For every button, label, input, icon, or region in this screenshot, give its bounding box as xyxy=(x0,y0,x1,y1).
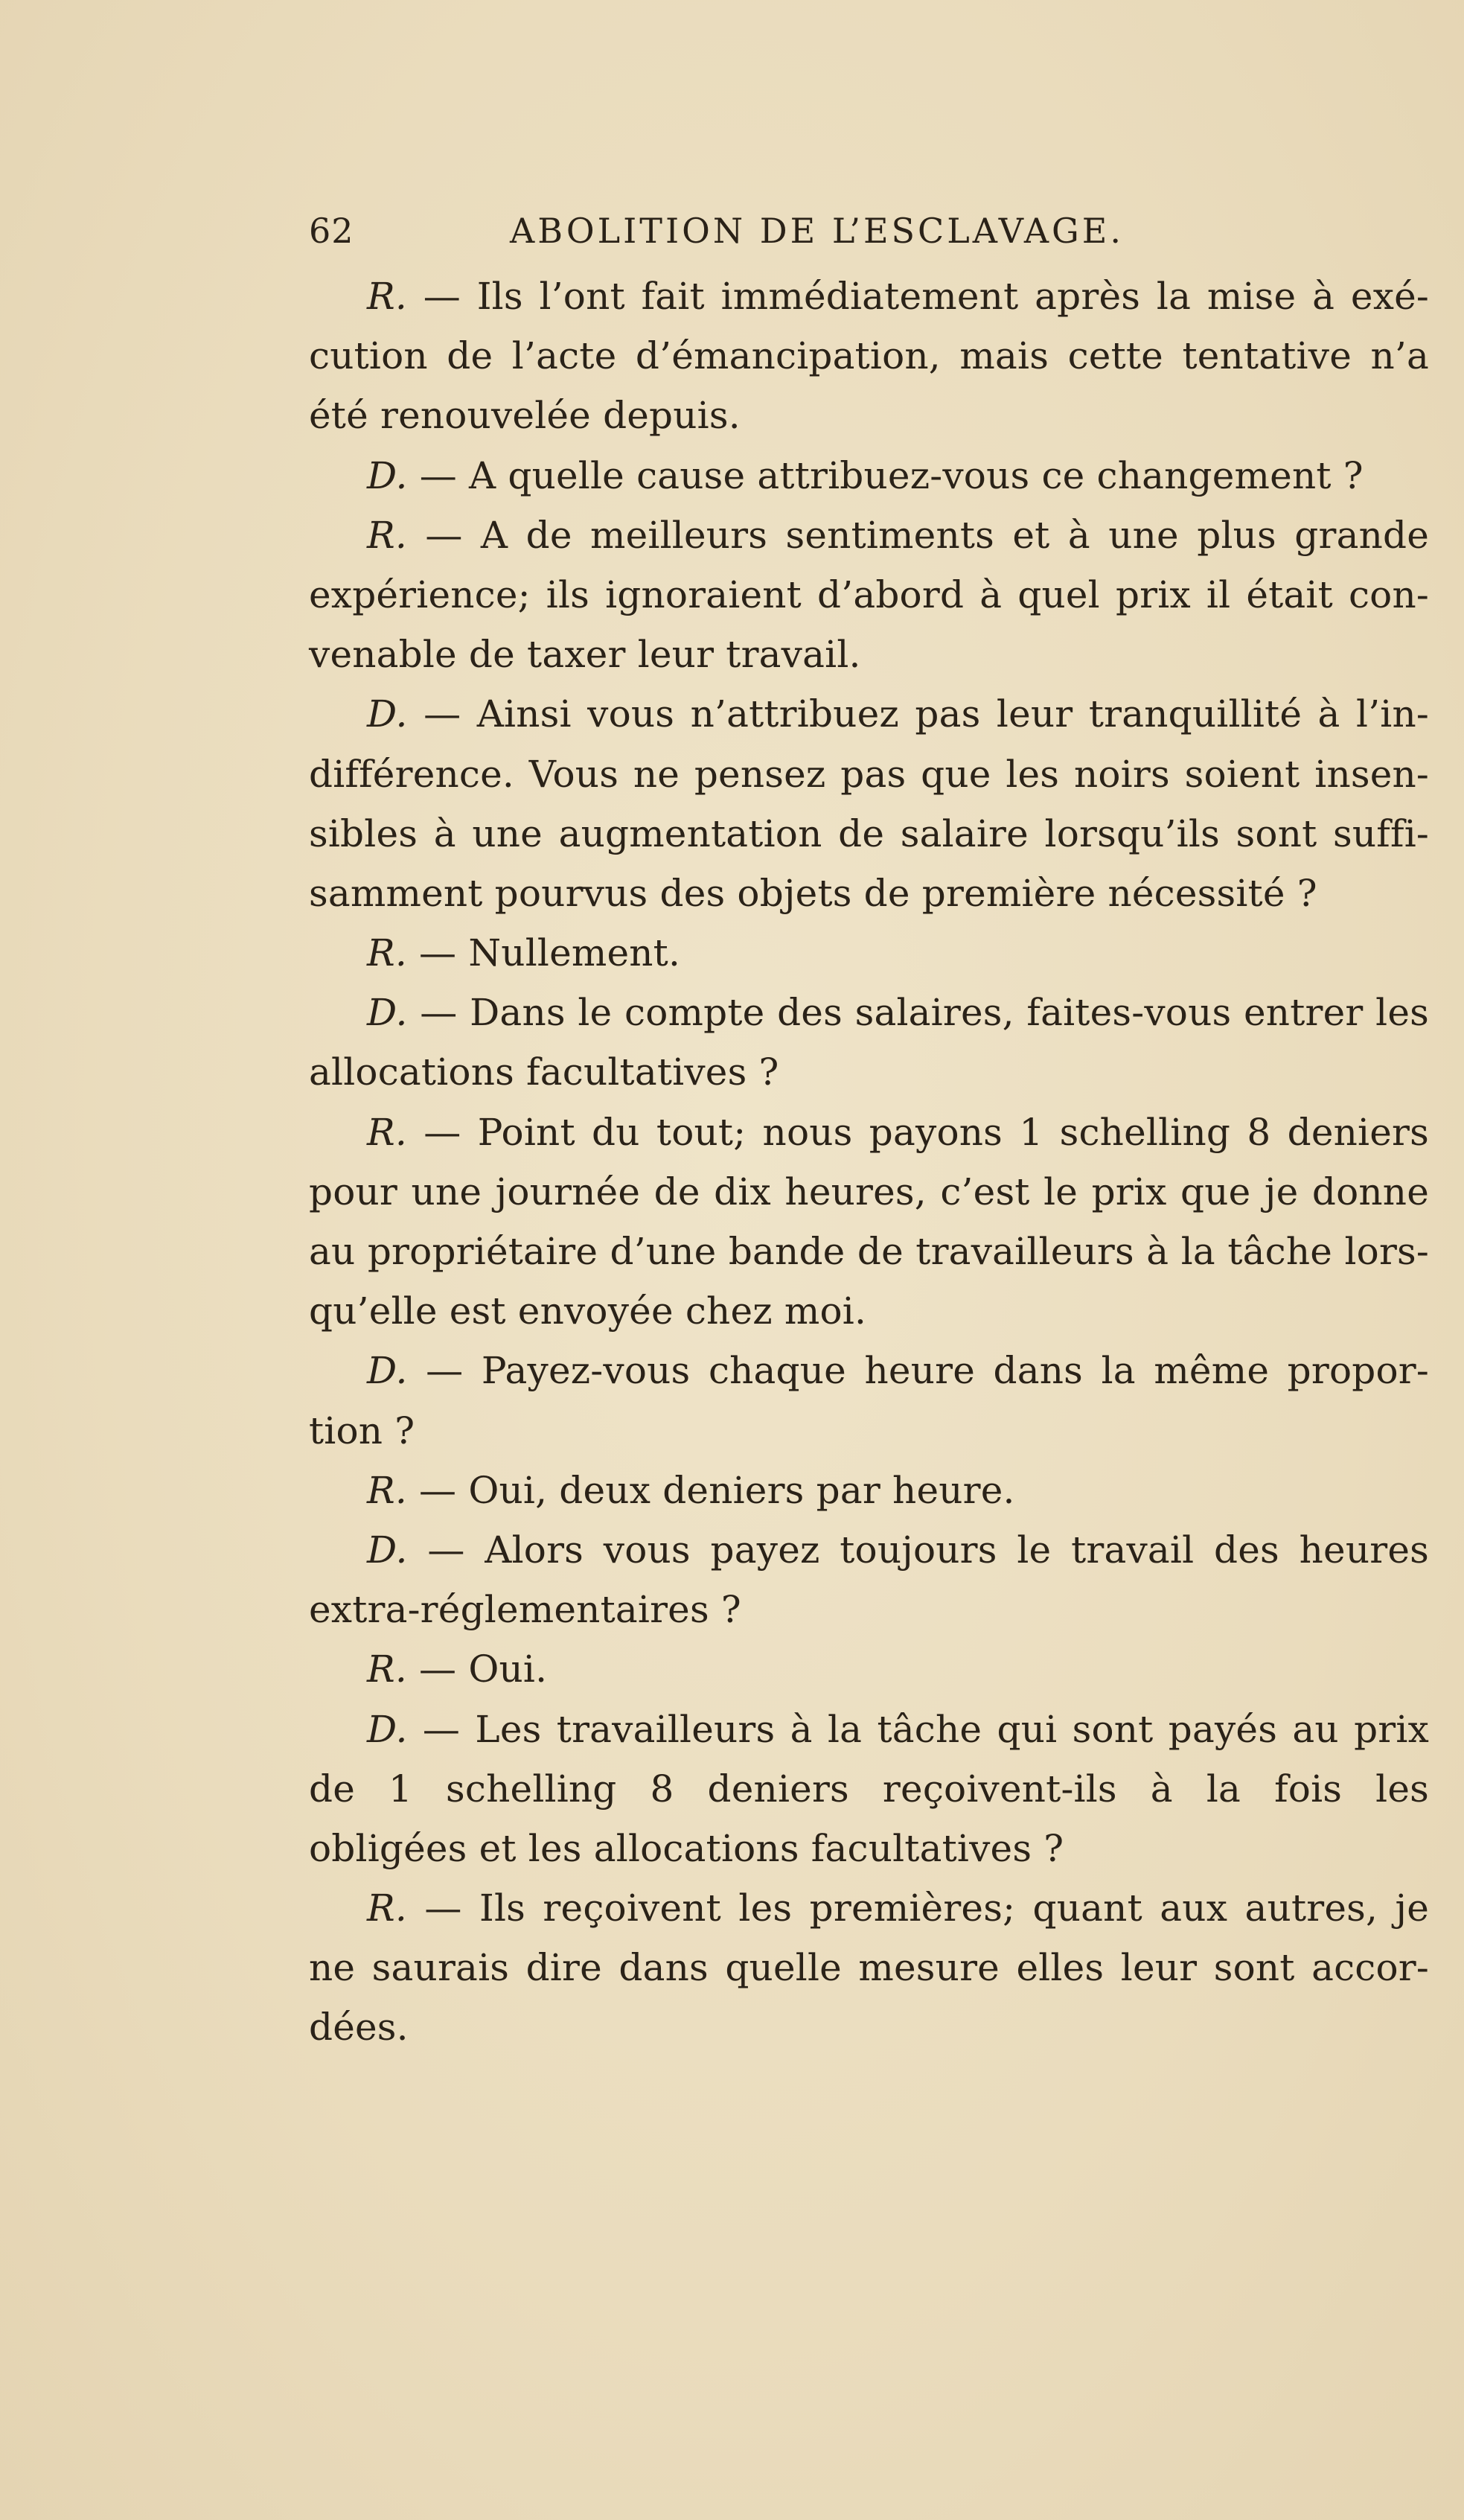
text-line xyxy=(309,983,1429,1042)
line-text: — A de meilleurs sentiments et à une plus grande xyxy=(406,513,1429,557)
line-text: tion ? xyxy=(309,1409,415,1452)
text-line xyxy=(309,326,1429,386)
line-text: extra-réglementaires ? xyxy=(309,1588,741,1632)
line-text: de 1 schelling 8 deniers reçoivent-ils à la fois les xyxy=(309,1767,1429,1811)
line-text: — Dans le compte des salaires, faites-vous entrer les xyxy=(407,991,1429,1035)
speaker-label: D. xyxy=(367,692,408,736)
text-line xyxy=(309,1103,1429,1162)
line-text: — Les travailleurs à la tâche qui sont payés au prix xyxy=(407,1707,1429,1751)
text-line xyxy=(309,684,1429,744)
running-title: ABOLITION DE L’ESCLAVAGE. xyxy=(510,211,1124,251)
line-text: été renouvelée depuis. xyxy=(309,394,741,438)
speaker-label: R. xyxy=(367,1647,407,1691)
line-text: obligées et les allocations facultatives ? xyxy=(309,1826,1064,1870)
text-line xyxy=(309,864,1429,923)
text-line xyxy=(309,1759,1429,1819)
line-text: venable de taxer leur travail. xyxy=(309,633,861,677)
text-line xyxy=(309,1461,1429,1520)
line-text: — Ils l’ont fait immédiatement après la mise à exé- xyxy=(406,275,1429,318)
speaker-label: D. xyxy=(367,1349,408,1393)
text-line xyxy=(309,744,1429,804)
text-line xyxy=(309,1938,1429,1997)
text-line xyxy=(309,1341,1429,1400)
line-text: — Oui, deux deniers par heure. xyxy=(406,1468,1015,1512)
text-line xyxy=(309,1580,1429,1639)
speaker-label: D. xyxy=(367,453,408,497)
line-text: au propriétaire d’une bande de travailleurs à la tâche lors- xyxy=(309,1230,1429,1273)
text-line xyxy=(309,923,1429,983)
text-line xyxy=(309,446,1429,505)
line-text: — Point du tout; nous payons 1 schelling 8 deniers xyxy=(406,1110,1429,1154)
line-text: — Ils reçoivent les premières; quant aux autres, je xyxy=(406,1886,1429,1930)
line-text: pour une journée de dix heures, c’est le prix que je donne xyxy=(309,1170,1429,1213)
speaker-label: R. xyxy=(367,275,407,318)
text-line xyxy=(309,804,1429,864)
text-line xyxy=(309,505,1429,565)
speaker-label: R. xyxy=(367,931,407,975)
text-line xyxy=(309,1162,1429,1222)
line-text: dées. xyxy=(309,2006,409,2050)
line-text: expérience; ils ignoraient d’abord à quel prix il était con- xyxy=(309,572,1429,616)
text-line xyxy=(309,1222,1429,1281)
line-text: — A quelle cause attribuez-vous ce changement ? xyxy=(407,453,1364,497)
page-number: 62 xyxy=(309,211,354,251)
line-text: ne saurais dire dans quelle mesure elles leur sont accor- xyxy=(309,1946,1429,1990)
speaker-label: R. xyxy=(367,1886,407,1930)
line-text: — Oui. xyxy=(406,1647,548,1691)
text-line xyxy=(309,1819,1429,1878)
text-line xyxy=(309,1520,1429,1580)
text-line xyxy=(309,1700,1429,1759)
body-text xyxy=(309,267,1429,2058)
speaker-label: R. xyxy=(367,1468,407,1512)
text-line xyxy=(309,565,1429,625)
line-text: — Payez-vous chaque heure dans la même propor- xyxy=(407,1349,1429,1393)
line-text: allocations facultatives ? xyxy=(309,1050,779,1094)
text-line xyxy=(309,386,1429,445)
line-text: — Alors vous payez toujours le travail des heures xyxy=(407,1528,1429,1572)
line-text: qu’elle est envoyée chez moi. xyxy=(309,1289,867,1333)
speaker-label: D. xyxy=(367,991,408,1035)
text-line xyxy=(309,1401,1429,1461)
text-line xyxy=(309,1639,1429,1699)
text-line xyxy=(309,1281,1429,1341)
text-line xyxy=(309,625,1429,684)
speaker-label: R. xyxy=(367,513,407,557)
line-text: — Ainsi vous n’attribuez pas leur tranquillité à l’in- xyxy=(407,692,1429,736)
text-line xyxy=(309,1997,1429,2057)
line-text: différence. Vous ne pensez pas que les noirs soient insen- xyxy=(309,752,1429,796)
speaker-label: R. xyxy=(367,1110,407,1154)
text-line xyxy=(309,1878,1429,1938)
text-line xyxy=(309,1042,1429,1102)
text-line xyxy=(309,267,1429,326)
page-header xyxy=(309,205,1209,257)
line-text: samment pourvus des objets de première nécessité ? xyxy=(309,871,1317,915)
line-text: — Nullement. xyxy=(406,931,681,975)
line-text: cution de l’acte d’émancipation, mais cette tentative n’a xyxy=(309,334,1429,378)
speaker-label: D. xyxy=(367,1528,408,1572)
speaker-label: D. xyxy=(367,1707,408,1751)
line-text: sibles à une augmentation de salaire lorsqu’ils sont suffi- xyxy=(309,811,1429,855)
